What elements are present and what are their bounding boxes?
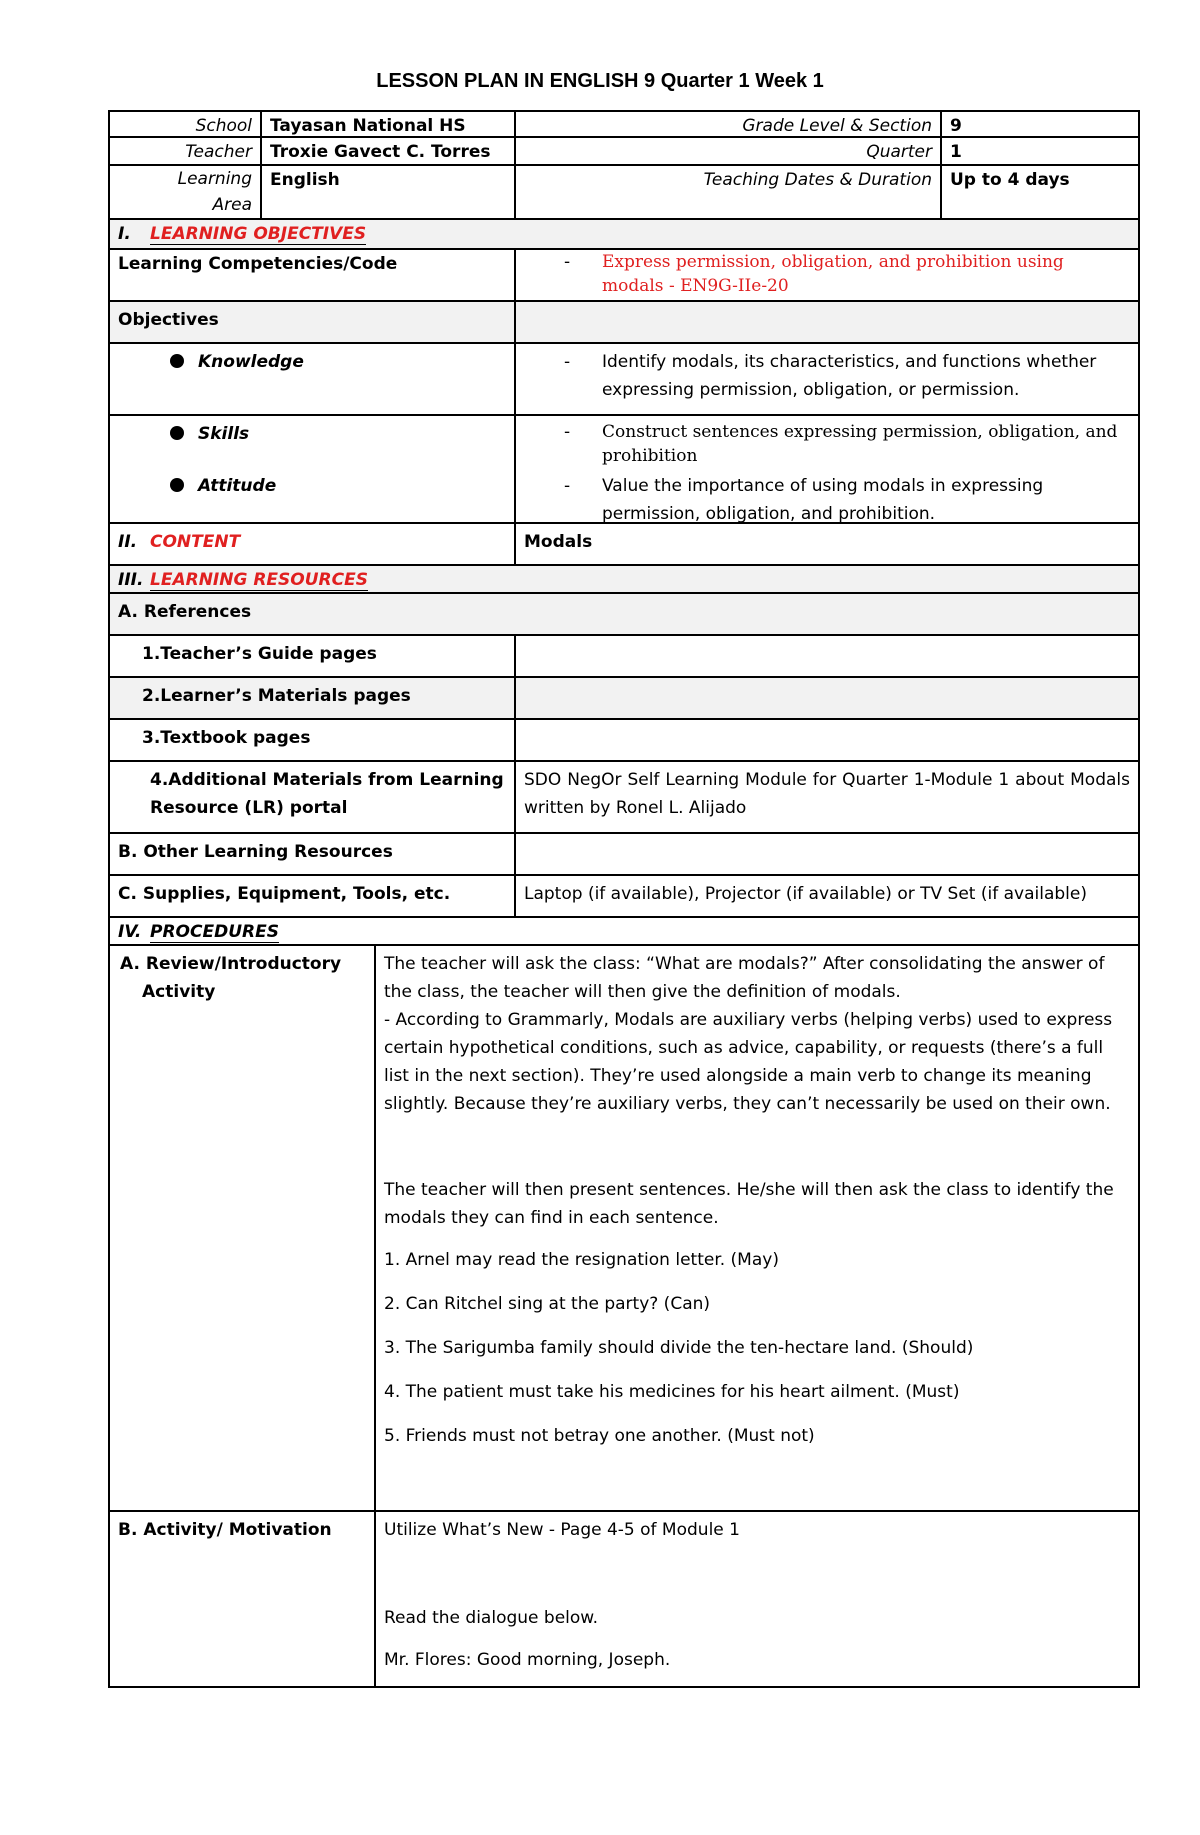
list-item: 2. Can Ritchel sing at the party? (Can) [384,1294,711,1314]
section-number: II. [118,532,138,552]
area-value: English [262,166,516,218]
grade-value: 9 [950,116,962,136]
attitude-line-value [524,472,1130,528]
header-row-school [108,110,1140,138]
section-title: LEARNING RESOURCES [150,570,368,590]
other-resources-label: B. Other Learning Resources [110,834,516,874]
other-resources-value [516,834,1138,874]
header-row-teacher [108,138,1140,166]
school-label: School [110,112,262,136]
skills-label: Skills [198,424,250,444]
knowledge-value: Identify modals, its characteristics, and functions whether expressing permission, obligation, or permission. [602,352,1097,400]
competencies-label: Learning Competencies/Code [110,250,516,300]
row-additional-materials [108,762,1140,834]
learners-materials-label: 2.Learner’s Materials pages [110,678,516,718]
learners-materials-value [516,678,1138,718]
knowledge-label-cell [110,344,516,414]
header-row-area [108,166,1140,220]
row-knowledge [108,344,1140,416]
activity-content [376,1512,1138,1686]
row-supplies [108,876,1140,918]
section-number: III. [118,570,144,590]
section-number: IV. [118,922,142,942]
bullet-icon [170,478,184,492]
supplies-label: C. Supplies, Equipment, Tools, etc. [110,876,516,916]
row-content [108,524,1140,566]
dates-value: Up to 4 days [950,170,1070,190]
dash: - [564,422,571,442]
attitude-label: Attitude [198,476,277,496]
list-item: 1. Arnel may read the resignation letter. (May) [384,1250,779,1270]
spacer [384,1118,1130,1176]
row-skills-attitude [108,416,1140,524]
review-content [376,946,1138,1510]
review-paragraph: The teacher will ask the class: “What are modals?” After consolidating the answer of the class, the teacher will then give the definition of modals. [384,954,1105,1002]
supplies-value: Laptop (if available), Projector (if available) or TV Set (if available) [524,884,1087,904]
section-procedures [108,918,1140,946]
textbook-label: 3.Textbook pages [110,720,516,760]
bullet-icon [170,426,184,440]
skills-attitude-cell [516,416,1138,522]
row-teachers-guide [108,636,1140,678]
sentence-list [384,1246,1130,1450]
section-learning-resources [108,566,1140,594]
attitude-value: Value the importance of using modals in expressing permission, obligation, and prohibition. [602,476,1044,524]
row-objectives [108,302,1140,344]
row-learners-materials [108,678,1140,720]
teachers-guide-label: 1.Teacher’s Guide pages [110,636,516,676]
row-references [108,594,1140,636]
review-label: A. Review/Introductory Activity [110,946,376,1510]
row-activity [108,1512,1140,1688]
row-other-resources [108,834,1140,876]
area-label: Learning Area [110,166,262,218]
activity-paragraph: Utilize What’s New - Page 4-5 of Module 1 [384,1520,740,1540]
activity-label: B. Activity/ Motivation [110,1512,376,1686]
row-review [108,946,1140,1512]
references-label: A. References [118,602,252,622]
objectives-empty [516,302,1138,342]
grade-label: Grade Level & Section [516,112,942,136]
quarter-value: 1 [950,142,962,162]
competencies-value: Express permission, obligation, and prohibition using modals - EN9G-IIe-20 [602,252,1064,296]
section-heading [110,566,1138,592]
content-heading [110,524,516,564]
dates-label: Teaching Dates & Duration [516,166,942,218]
review-paragraph: The teacher will then present sentences. He/she will then ask the class to identify the modals they can find in each sentence. [384,1180,1114,1228]
row-textbook [108,720,1140,762]
quarter-label: Quarter [516,138,942,164]
knowledge-label: Knowledge [198,352,304,372]
knowledge-cell [516,344,1138,414]
additional-materials-label: 4.Additional Materials from Learning Resource (LR) portal [110,762,516,832]
list-item: 5. Friends must not betray one another. (Must not) [384,1426,815,1446]
textbook-value [516,720,1138,760]
review-paragraph: - According to Grammarly, Modals are auxiliary verbs (helping verbs) used to express certain hypothetical conditions, such as advice, capability, or requests (there’s a full list in the next section). They’re used alongside a main verb to change its meaning slightly. Because they’re auxiliary verbs, they can’t necessarily be used on their own. [384,1010,1113,1114]
competencies-cell [516,250,1138,300]
skills-line-value [524,420,1130,472]
section-title: PROCEDURES [150,922,279,942]
section-title: LEARNING OBJECTIVES [150,224,367,244]
section-number: I. [118,224,131,244]
bullet-icon [170,354,184,368]
content-value: Modals [524,532,593,552]
list-item: 3. The Sarigumba family should divide the ten-hectare land. (Should) [384,1338,974,1358]
dash: - [564,352,571,372]
attitude-line [118,472,506,500]
row-competencies [108,250,1140,302]
lesson-plan-table [108,110,1140,1688]
activity-paragraph: Read the dialogue below. [384,1608,599,1628]
list-item: 4. The patient must take his medicines for his heart ailment. (Must) [384,1382,960,1402]
section-heading [110,918,1138,944]
skills-attitude-label-cell [110,416,516,522]
teacher-value: Troxie Gavect C. Torres [262,138,516,164]
section-title: CONTENT [150,532,241,552]
section-heading [110,220,1138,248]
dash: - [564,476,571,496]
objectives-label: Objectives [110,302,516,342]
teacher-label: Teacher [110,138,262,164]
activity-paragraph: Mr. Flores: Good morning, Joseph. [384,1650,671,1670]
skills-line [118,420,506,472]
school-value: Tayasan National HS [262,112,516,136]
dash: - [564,252,571,272]
teachers-guide-value [516,636,1138,676]
section-learning-objectives [108,220,1140,250]
page-title: LESSON PLAN IN ENGLISH 9 Quarter 1 Week 1 [376,70,824,92]
skills-value: Construct sentences expressing permission, obligation, and prohibition [602,422,1118,466]
spacer [384,1544,1130,1604]
additional-materials-value: SDO NegOr Self Learning Module for Quarter 1-Module 1 about Modals written by Ronel L. Alijado [524,770,1130,818]
